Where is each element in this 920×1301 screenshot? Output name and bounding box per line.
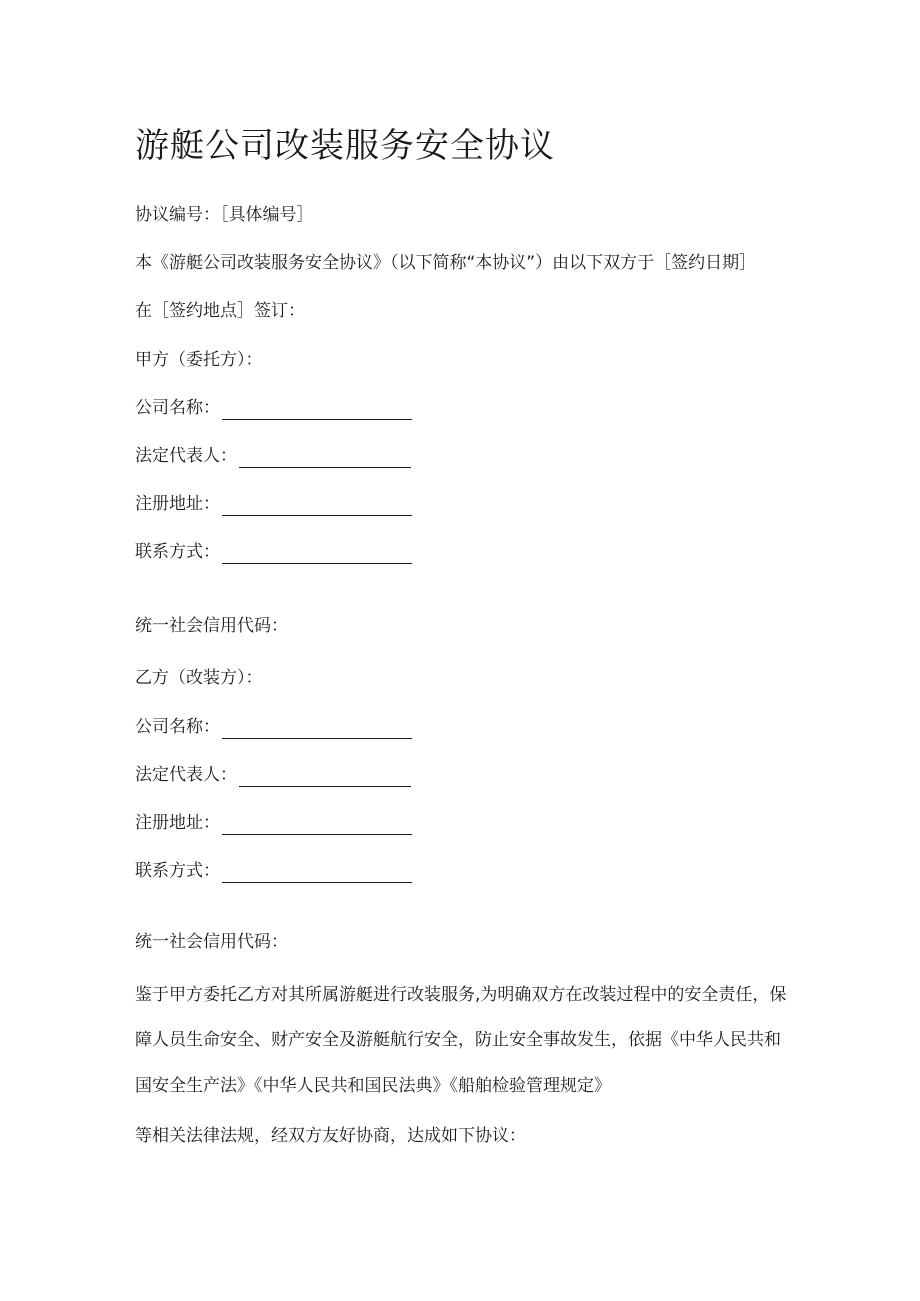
party-b-heading: 乙方（改装方）： (135, 668, 263, 688)
party-b-legal-rep-row (135, 763, 411, 787)
party-b-contact-row (135, 859, 412, 883)
party-b-legal-rep-blank[interactable] (239, 768, 411, 787)
party-b-address-label: 注册地址： (135, 813, 220, 833)
party-b-company-name-blank[interactable] (222, 720, 412, 739)
party-a-contact-label: 联系方式： (135, 542, 220, 562)
party-a-address-label: 注册地址： (135, 494, 220, 514)
party-b-company-name-label: 公司名称： (135, 717, 220, 737)
party-a-legal-rep-row (135, 444, 411, 468)
preamble-line-1: 鉴于甲方委托乙方对其所属游艇进行改装服务,为明确双方在改装过程中的安全责任，保 (135, 985, 787, 1005)
party-a-company-name-blank[interactable] (222, 401, 412, 420)
party-a-address-blank[interactable] (222, 497, 412, 516)
party-b-contact-label: 联系方式： (135, 861, 220, 881)
intro-line-1: 本《游艇公司改装服务安全协议》（以下简称“本协议”）由以下双方于［签约日期］ (135, 253, 757, 273)
document-title: 游艇公司改装服务安全协议 (135, 126, 555, 166)
party-a-company-name-label: 公司名称： (135, 398, 220, 418)
party-b-company-name-row (135, 715, 412, 739)
party-a-company-name-row (135, 396, 412, 420)
party-a-legal-rep-blank[interactable] (239, 449, 411, 468)
party-b-address-blank[interactable] (222, 816, 412, 835)
party-a-legal-rep-label: 法定代表人： (135, 446, 237, 466)
party-b-contact-blank[interactable] (222, 864, 412, 883)
agreement-number: 协议编号：［具体编号］ (135, 205, 314, 225)
party-a-contact-blank[interactable] (222, 545, 412, 564)
preamble-line-3: 国安全生产法》《中华人民共和国民法典》《船舶检验管理规定》 (135, 1076, 611, 1096)
party-b-legal-rep-label: 法定代表人： (135, 765, 237, 785)
party-a-heading: 甲方（委托方）： (135, 350, 263, 370)
party-a-credit-code: 统一社会信用代码： (135, 616, 288, 636)
party-b-address-row (135, 811, 412, 835)
preamble-line-2: 障人员生命安全、财产安全及游艇航行安全，防止安全事故发生，依据《中华人民共和 (135, 1030, 781, 1050)
intro-line-2: 在［签约地点］签订： (135, 301, 305, 321)
preamble-line-4: 等相关法律法规，经双方友好协商，达成如下协议： (135, 1126, 526, 1146)
party-b-credit-code: 统一社会信用代码： (135, 932, 288, 952)
party-a-contact-row (135, 540, 412, 564)
party-a-address-row (135, 492, 412, 516)
